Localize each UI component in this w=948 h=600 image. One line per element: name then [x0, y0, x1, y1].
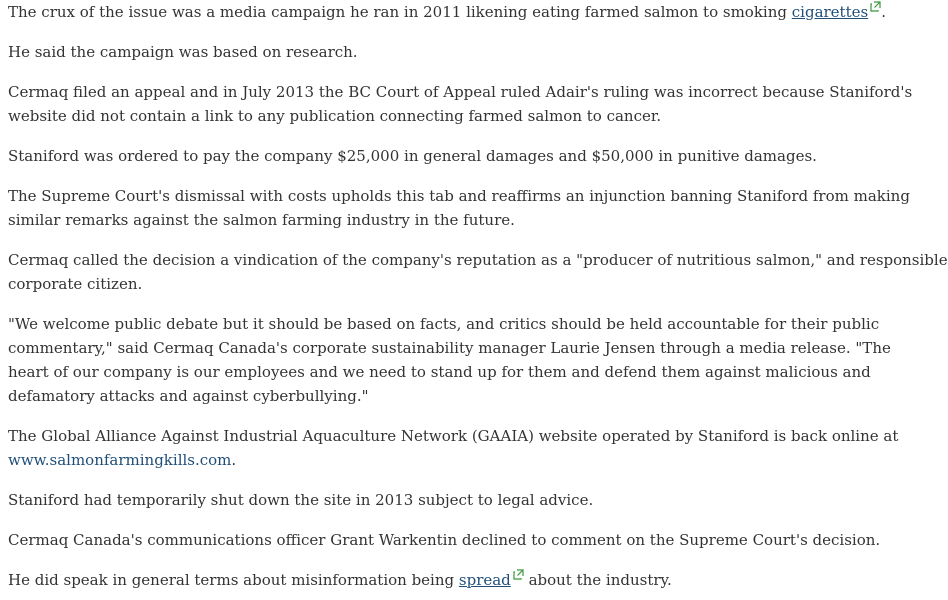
article-body: [8, 0, 948, 592]
paragraph-quote: [8, 312, 891, 408]
paragraph-line: The Global Alliance Against Industrial Aquaculture Network (GAAIA) website operated by Staniford is back online at: [8, 427, 899, 445]
paragraph-text: about the industry.: [523, 571, 672, 589]
paragraph-line: similar remarks against the salmon farming industry in the future.: [8, 211, 515, 229]
paragraph-supreme-court: [8, 184, 910, 232]
paragraph-text: .: [881, 3, 886, 21]
link-spread[interactable]: spread: [458, 571, 511, 589]
paragraph-line: "We welcome public debate but it should be based on facts, and critics should be held accountable for their public: [8, 315, 880, 333]
paragraph-vindication: [8, 248, 948, 296]
paragraph-misinformation: [8, 568, 868, 592]
paragraph-gaaia: [8, 424, 899, 472]
paragraph-line: commentary," said Cermaq Canada's corporate sustainability manager Laurie Jensen through a media release. "The: [8, 339, 891, 357]
paragraph-line: website did not contain a link to any publication connecting farmed salmon to cancer.: [8, 107, 662, 125]
paragraph-line: defamatory attacks and against cyberbullying.": [8, 387, 369, 405]
external-link-icon[interactable]: [513, 569, 524, 580]
paragraph-line: Cermaq filed an appeal and in July 2013 the BC Court of Appeal ruled Adair's ruling was incorrect because Staniford's: [8, 83, 913, 101]
paragraph-declined: Cermaq Canada's communications officer Grant Warkentin declined to comment on the Supreme Court's decision.: [8, 531, 881, 549]
link-salmonfarmingkills[interactable]: www.salmonfarmingkills.com: [8, 451, 232, 469]
paragraph-appeal: [8, 80, 913, 128]
paragraph-text: He did speak in general terms about misinformation being: [8, 571, 459, 589]
external-link-icon[interactable]: [870, 1, 881, 12]
paragraph-research: He said the campaign was based on research.: [8, 43, 358, 61]
link-cigarettes[interactable]: cigarettes: [791, 3, 869, 21]
paragraph-line: Cermaq called the decision a vindication of the company's reputation as a "producer of nutritious salmon," and responsible: [8, 251, 948, 269]
paragraph-line: heart of our company is our employees and we need to stand up for them and defend them against malicious and: [8, 363, 871, 381]
paragraph-line: corporate citizen.: [8, 275, 143, 293]
paragraph-line: The Supreme Court's dismissal with costs upholds this tab and reaffirms an injunction banning Staniford from making: [8, 187, 910, 205]
paragraph-shutdown: Staniford had temporarily shut down the site in 2013 subject to legal advice.: [8, 491, 594, 509]
paragraph-text: The crux of the issue was a media campaign he ran in 2011 likening eating farmed salmon to smoking: [8, 3, 792, 21]
paragraph-damages: Staniford was ordered to pay the company $25,000 in general damages and $50,000 in punitive damages.: [8, 147, 817, 165]
paragraph-text: .: [231, 451, 237, 469]
paragraph-campaign: [8, 0, 886, 24]
